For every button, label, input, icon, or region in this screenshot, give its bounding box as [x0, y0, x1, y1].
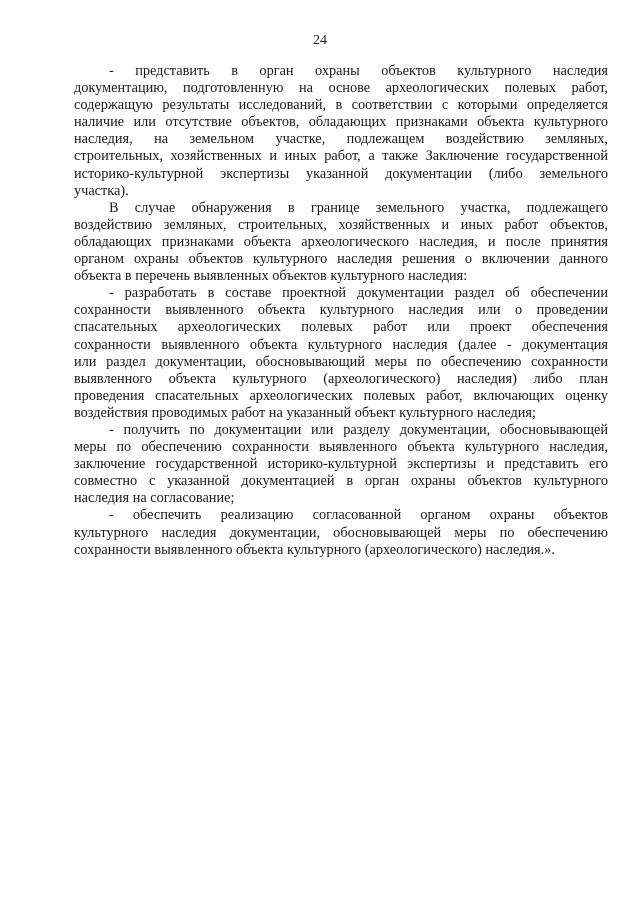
text-line: историко-культурной экспертизы указанной документации (либо земельного	[74, 165, 608, 182]
text-line: - получить по документации или разделу документации, обосновывающей	[109, 421, 608, 438]
text-line: или раздел документации, обосновывающий меры по обеспечению сохранности	[74, 353, 608, 370]
text-line: заключение государственной историко-культурной экспертизы и представить его	[74, 456, 608, 473]
text-line: воздействию земляных, строительных, хозяйственных и иных работ объектов,	[74, 216, 608, 233]
text-line: строительных, хозяйственных и иных работ, а также Заключение государственной	[74, 148, 608, 165]
text-line: документацию, подготовленную на основе археологических полевых работ,	[74, 80, 608, 97]
text-line: содержащую результаты исследований, в соответствии с которыми определяется	[74, 97, 608, 114]
text-line: наследия на согласование;	[74, 490, 235, 507]
text-line: обладающих признаками объекта археологического наследия, и после принятия	[74, 233, 608, 250]
text-line: сохранности выявленного объекта культурного наследия или о проведении	[74, 302, 608, 319]
text-line: - представить в орган охраны объектов культурного наследия	[109, 63, 608, 79]
paragraph	[74, 507, 608, 558]
text-line: В случае обнаружения в границе земельного участка, подлежащего	[109, 199, 608, 216]
paragraph	[74, 285, 608, 422]
text-line: наследия, на земельном участке, подлежащем воздействию земляных,	[74, 131, 608, 148]
text-line: спасательных археологических полевых работ или проект обеспечения	[74, 319, 608, 336]
page-number: 24	[313, 33, 327, 48]
text-line: выявленного объекта культурного (археологического) наследия) либо план	[74, 370, 608, 387]
text-line: сохранности выявленного объекта культурного (археологического) наследия.».	[74, 541, 555, 558]
text-line: сохранности выявленного объекта культурного наследия (далее - документация	[74, 336, 608, 353]
text-line: наличие или отсутствие объектов, обладающих признаками объекта культурного	[74, 114, 608, 131]
text-line: совместно с указанной документацией в орган охраны объектов культурного	[74, 473, 608, 490]
text-line: воздействия проводимых работ на указанный объект культурного наследия;	[74, 404, 536, 421]
text-line: проведения спасательных археологических полевых работ, включающих оценку	[74, 387, 608, 404]
paragraph	[74, 63, 608, 200]
text-line: участка).	[74, 182, 129, 199]
text-line: - разработать в составе проектной документации раздел об обеспечении	[109, 285, 608, 302]
text-line: - обеспечить реализацию согласованной органом охраны объектов	[109, 507, 608, 524]
text-line: культурного наследия документации, обосновывающей меры по обеспечению	[74, 524, 608, 541]
document-body	[74, 63, 608, 559]
paragraph	[74, 422, 608, 507]
text-line: меры по обеспечению сохранности выявленного объекта культурного наследия,	[74, 439, 608, 456]
text-line: объекта в перечень выявленных объектов культурного наследия:	[74, 268, 468, 285]
text-line: органом охраны объектов культурного наследия решения о включении данного	[74, 251, 608, 268]
paragraph	[74, 200, 608, 285]
